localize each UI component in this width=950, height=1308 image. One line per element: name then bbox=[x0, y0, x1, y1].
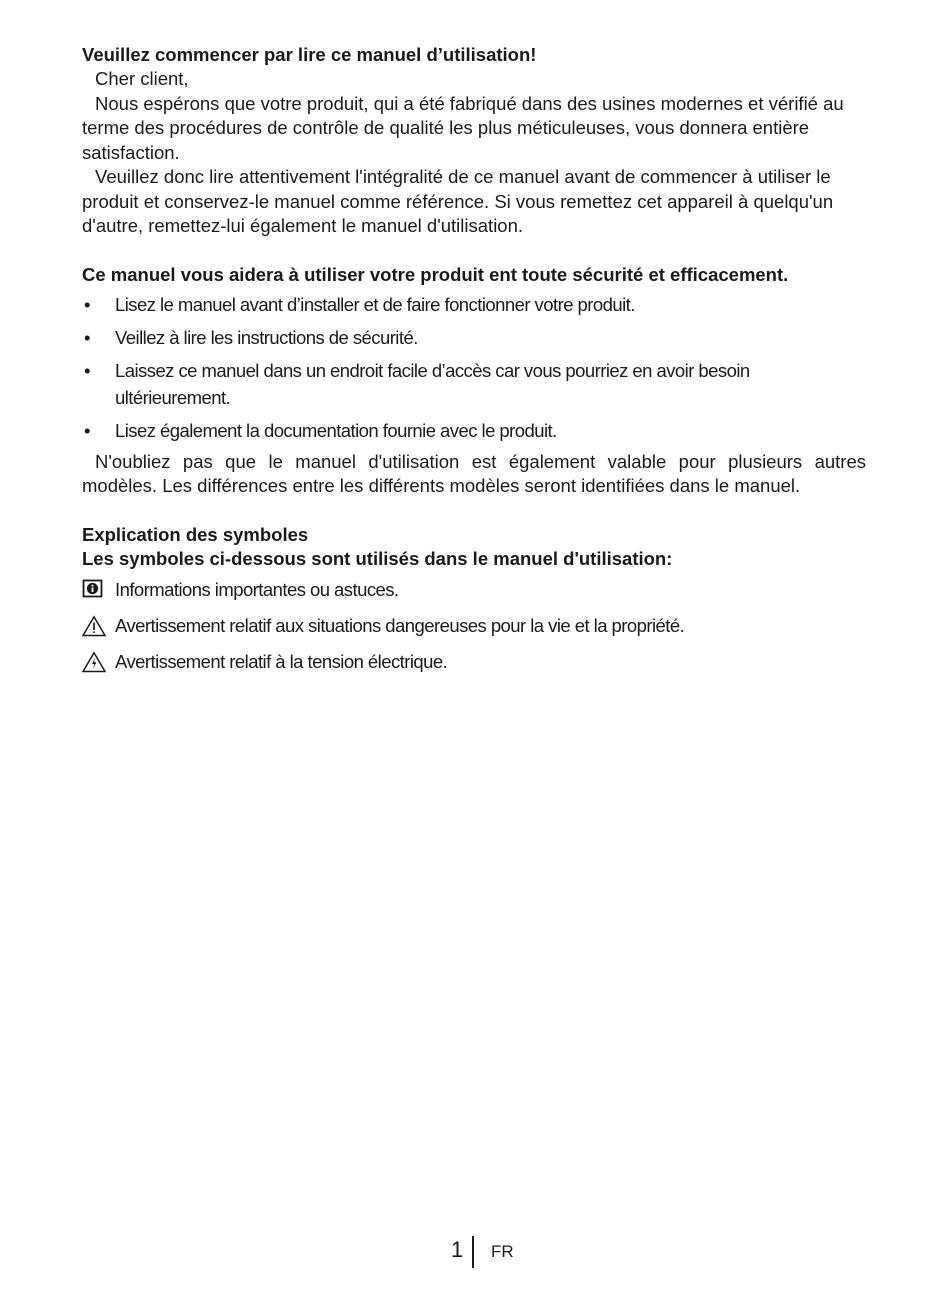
bullet-icon: • bbox=[84, 293, 90, 315]
electric-warning-icon bbox=[82, 651, 106, 673]
bullet-icon: • bbox=[84, 419, 90, 441]
info-icon bbox=[82, 579, 106, 601]
list-item bbox=[82, 417, 866, 444]
manual-page bbox=[82, 43, 866, 675]
list-item bbox=[82, 291, 866, 318]
list-item-text: Laissez ce manuel dans un endroit facile d’accès car vous pourriez en avoir besoin ultérieurement. bbox=[115, 359, 750, 408]
symbols-subheading: Les symboles ci-dessous sont utilisés dans le manuel d'utilisation: bbox=[82, 547, 673, 569]
list-item bbox=[82, 357, 866, 411]
section-gap bbox=[82, 239, 866, 263]
symbol-row-info bbox=[82, 577, 866, 603]
language-code: FR bbox=[491, 1242, 514, 1261]
symbols-heading: Explication des symboles bbox=[82, 523, 309, 545]
warning-triangle-icon bbox=[82, 615, 106, 637]
symbol-text: Informations importantes ou astuces. bbox=[115, 578, 399, 600]
symbol-row-electric bbox=[82, 649, 866, 675]
symbol-row-warning bbox=[82, 613, 866, 639]
symbol-text: Avertissement relatif à la tension électrique. bbox=[115, 650, 448, 672]
intro-paragraph-2: Veuillez donc lire attentivement l'intégralité de ce manuel avant de commencer à utiliser le produit et conservez-le manuel comme référence. Si vous remettez cet appareil à quelqu'un d'autre, remettez-lui également le manuel d'utilisation. bbox=[82, 166, 834, 236]
symbol-text: Avertissement relatif aux situations dangereuses pour la vie et la propriété. bbox=[115, 614, 685, 636]
intro-heading: Veuillez commencer par lire ce manuel d’utilisation! bbox=[82, 44, 537, 65]
instruction-list bbox=[82, 291, 866, 444]
list-item-text: Veillez à lire les instructions de sécurité. bbox=[115, 326, 418, 348]
footer-divider bbox=[472, 1236, 474, 1268]
bullet-icon: • bbox=[84, 359, 90, 381]
list-item bbox=[82, 324, 866, 351]
greeting: Cher client, bbox=[95, 68, 189, 89]
bullet-icon: • bbox=[84, 326, 90, 348]
page-number: 1 bbox=[451, 1237, 464, 1262]
page-footer bbox=[0, 1236, 950, 1270]
list-item-text: Lisez également la documentation fournie avec le produit. bbox=[115, 419, 557, 441]
list-item-text: Lisez le manuel avant d’installer et de faire fonctionner votre produit. bbox=[115, 293, 635, 315]
models-note: N'oubliez pas que le manuel d'utilisation est également valable pour plusieurs autres modèles. Les différences entre les différents modèles seront identifiées dans le manuel. bbox=[82, 450, 866, 496]
help-heading: Ce manuel vous aidera à utiliser votre produit ent toute sécurité et efficacement. bbox=[82, 263, 789, 285]
section-gap bbox=[82, 499, 866, 523]
intro-paragraph-1: Nous espérons que votre produit, qui a été fabriqué dans des usines modernes et vérifié au terme des procédures de contrôle de qualité les plus méticuleuses, vous donnera entière satisfaction. bbox=[82, 92, 844, 163]
